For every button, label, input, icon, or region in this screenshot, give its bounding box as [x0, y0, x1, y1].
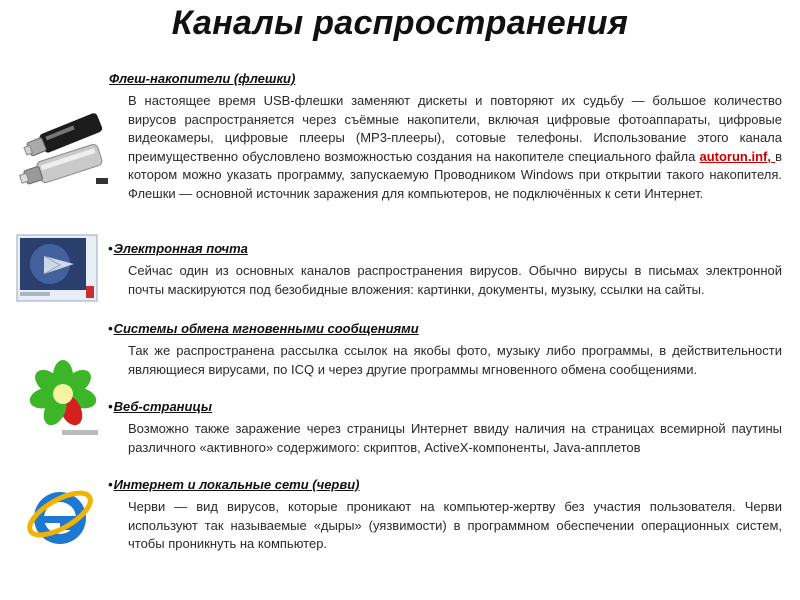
section-instant-messaging — [108, 320, 782, 379]
bullet: • — [108, 399, 113, 414]
heading-text: Веб-страницы — [113, 399, 212, 414]
section-web-pages — [108, 398, 782, 457]
heading-text: Флеш-накопители (флешки) — [109, 71, 296, 86]
section-email — [108, 240, 782, 299]
heading-text: Интернет и локальные сети (черви) — [113, 477, 360, 492]
section-body — [128, 92, 782, 204]
section-heading — [108, 70, 782, 88]
section-worms — [108, 476, 782, 554]
section-body: Черви — вид вирусов, которые проникают на компьютер-жертву без участия пользователя. Черви используют так называемые «дыры» (уязвимости) в программном обеспечении операционных систем, чтобы проникнуть на компьютер. — [128, 499, 782, 552]
heading-text: Системы обмена мгновенными сообщениями — [113, 321, 419, 336]
section-body: Возможно также заражение через страницы Интернет ввиду наличия на страницах всемирной паутины различного «активного» содержимого: скриптов, ActiveX-компоненты, Java-апплетов — [128, 421, 782, 455]
heading-text: Электронная почта — [113, 241, 248, 256]
bullet: • — [108, 241, 113, 256]
section-heading — [108, 476, 782, 494]
usb-flash-drives-icon — [14, 100, 110, 188]
body-text: в котором можно указать программу, запускаемую Проводником Windows при открытии такого накопителя. Флешки — основной источник заражения для компьютеров, не подключённых к сети Интернет. — [128, 148, 782, 201]
autorun-link[interactable]: autorun.inf, — [699, 148, 776, 164]
section-heading — [108, 240, 782, 258]
section-heading — [108, 320, 782, 338]
section-body: Сейчас один из основных каналов распространения вирусов. Обычно вирусы в письмах электронной почты маскируются под безобидные вложения: картинки, документы, музыку, ссылки на сайты. — [128, 263, 782, 297]
bullet: • — [108, 477, 113, 492]
page-title: Каналы распространения — [171, 4, 629, 42]
icq-flower-icon — [24, 358, 102, 440]
bullet: • — [108, 321, 113, 336]
section-heading — [108, 398, 782, 416]
section-body: Так же распространена рассылка ссылок на якобы фото, музыку либо программы, в действительности являющиеся вирусами, по ICQ и через другие программы мгновенного обмена сообщениями. — [128, 343, 782, 377]
section-flash-drives — [108, 70, 782, 204]
body-text: В настоящее время USB-флешки заменяют дискеты и повторяют их судьбу — большое количество вирусов распространяется через съёмные накопители, включая цифровые фотоаппараты, цифровые видеокамеры, цифровые плееры (MP3-плееры), сотовые телефоны. Использование этого канала преимущественно обусловлено возможностью создания на накопителе специального файла — [128, 93, 782, 164]
internet-explorer-icon — [24, 478, 96, 554]
email-envelope-icon — [16, 234, 98, 302]
